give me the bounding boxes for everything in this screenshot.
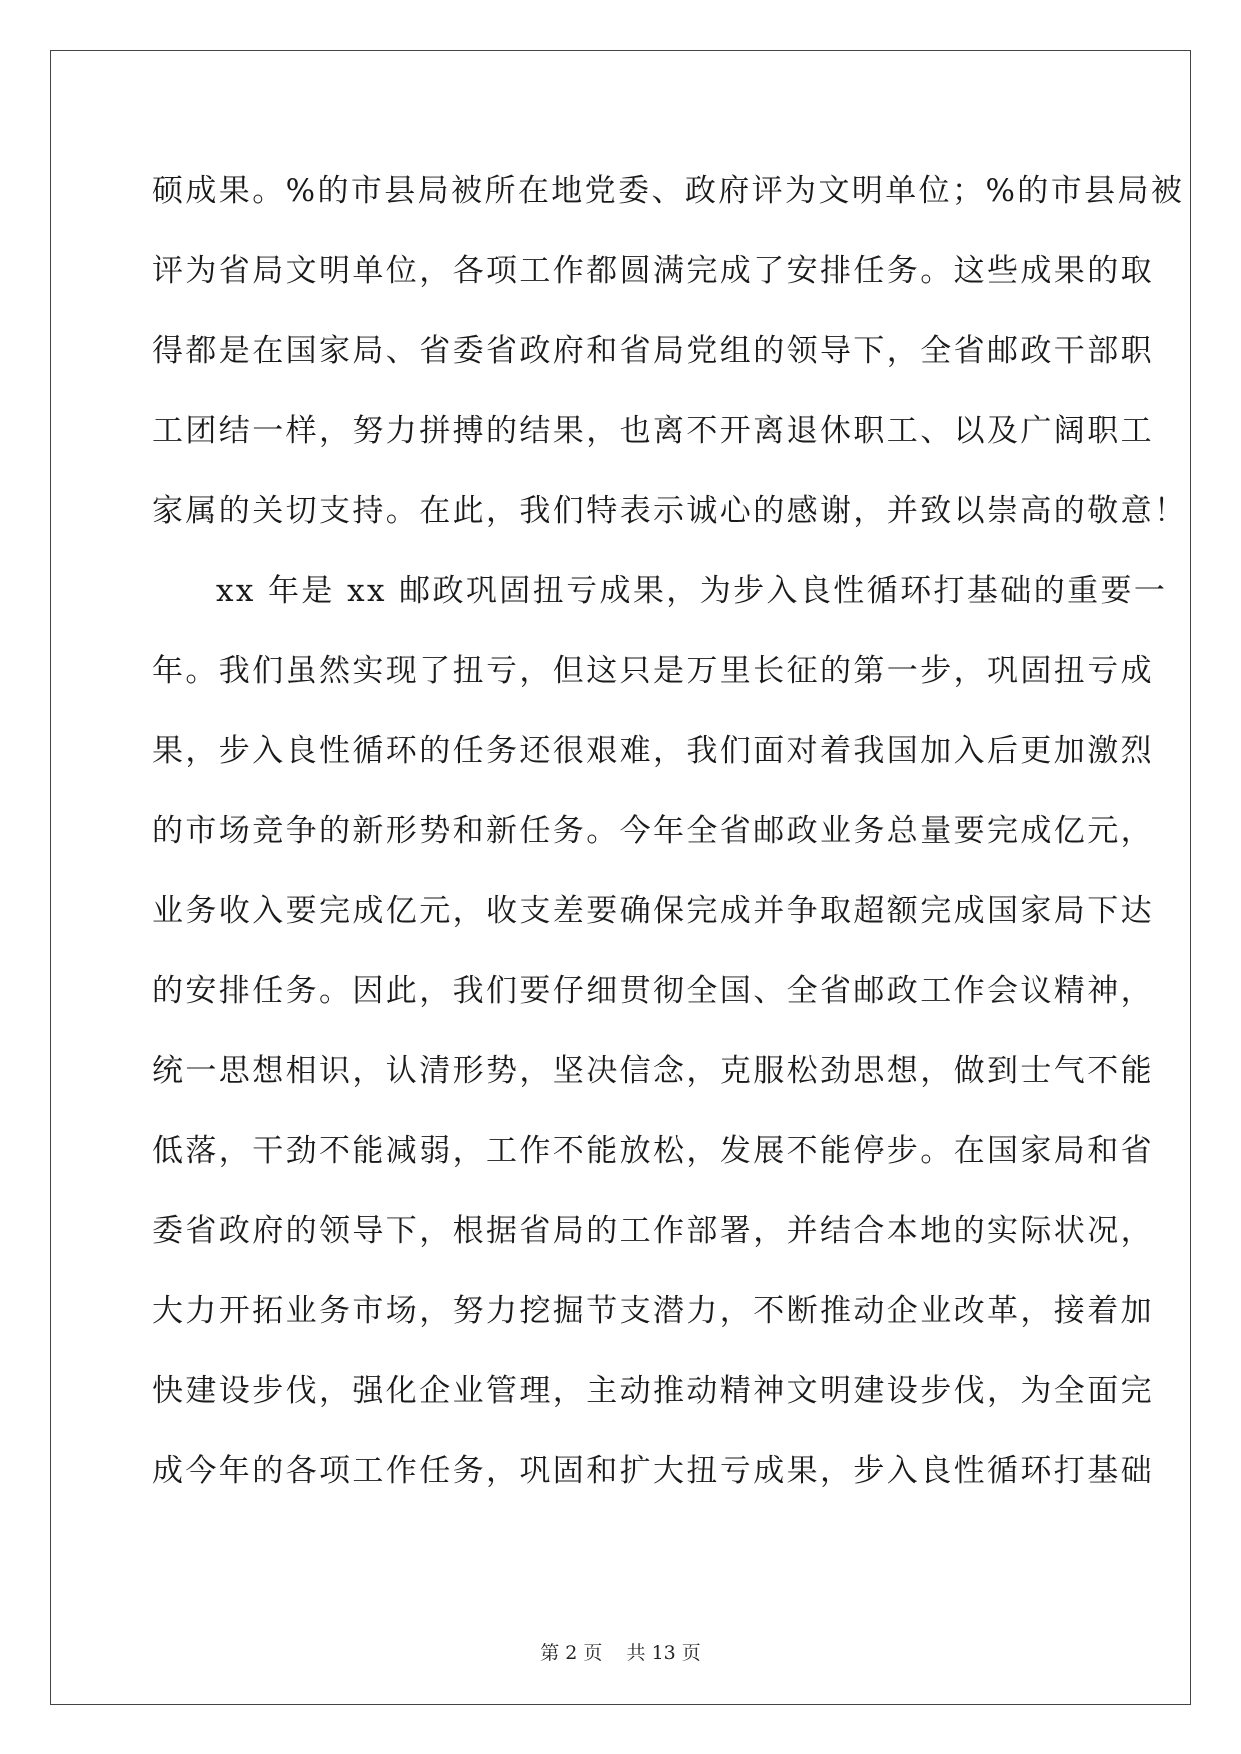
page-number: 第 2 页 xyxy=(540,1642,603,1664)
text-line: 评为省局文明单位，各项工作都圆满完成了安排任务。这些成果的取 xyxy=(152,253,1154,289)
text-line: 的市场竞争的新形势和新任务。今年全省邮政业务总量要完成亿元， xyxy=(152,813,1154,849)
text-line: 家属的关切支持。在此，我们特表示诚心的感谢，并致以崇高的敬意！ xyxy=(152,493,1188,529)
text-line: 硕成果。%的市县局被所在地党委、政府评为文明单位；%的市县局被 xyxy=(152,173,1185,209)
paragraph-first-line: xx 年是 xx 邮政巩固扭亏成果，为步入良性循环打基础的重要一 xyxy=(216,573,1168,609)
text-line: 业务收入要完成亿元，收支差要确保完成并争取超额完成国家局下达 xyxy=(152,893,1154,929)
text-line: 得都是在国家局、省委省政府和省局党组的领导下，全省邮政干部职 xyxy=(152,333,1154,369)
text-line: 的安排任务。因此，我们要仔细贯彻全国、全省邮政工作会议精神， xyxy=(152,973,1154,1009)
text-line: 快建设步伐，强化企业管理，主动推动精神文明建设步伐，为全面完 xyxy=(152,1373,1154,1409)
text-line: 年。我们虽然实现了扭亏，但这只是万里长征的第一步，巩固扭亏成 xyxy=(152,653,1154,689)
text-line: 大力开拓业务市场，努力挖掘节支潜力，不断推动企业改革，接着加 xyxy=(152,1293,1154,1329)
text-line: 成今年的各项工作任务，巩固和扩大扭亏成果，步入良性循环打基础 xyxy=(152,1453,1154,1489)
document-body xyxy=(152,160,1188,1520)
page-total: 共 13 页 xyxy=(626,1642,701,1664)
text-line: 果，步入良性循环的任务还很艰难，我们面对着我国加入后更加激烈 xyxy=(152,733,1154,769)
text-line: 统一思想相识，认清形势，坚决信念，克服松劲思想，做到士气不能 xyxy=(152,1053,1154,1089)
text-line: 工团结一样，努力拼搏的结果，也离不开离退休职工、以及广阔职工 xyxy=(152,413,1154,449)
text-line: 低落，干劲不能减弱，工作不能放松，发展不能停步。在国家局和省 xyxy=(152,1133,1154,1169)
page-footer xyxy=(0,1638,1241,1665)
text-line: 委省政府的领导下，根据省局的工作部署，并结合本地的实际状况， xyxy=(152,1213,1154,1249)
